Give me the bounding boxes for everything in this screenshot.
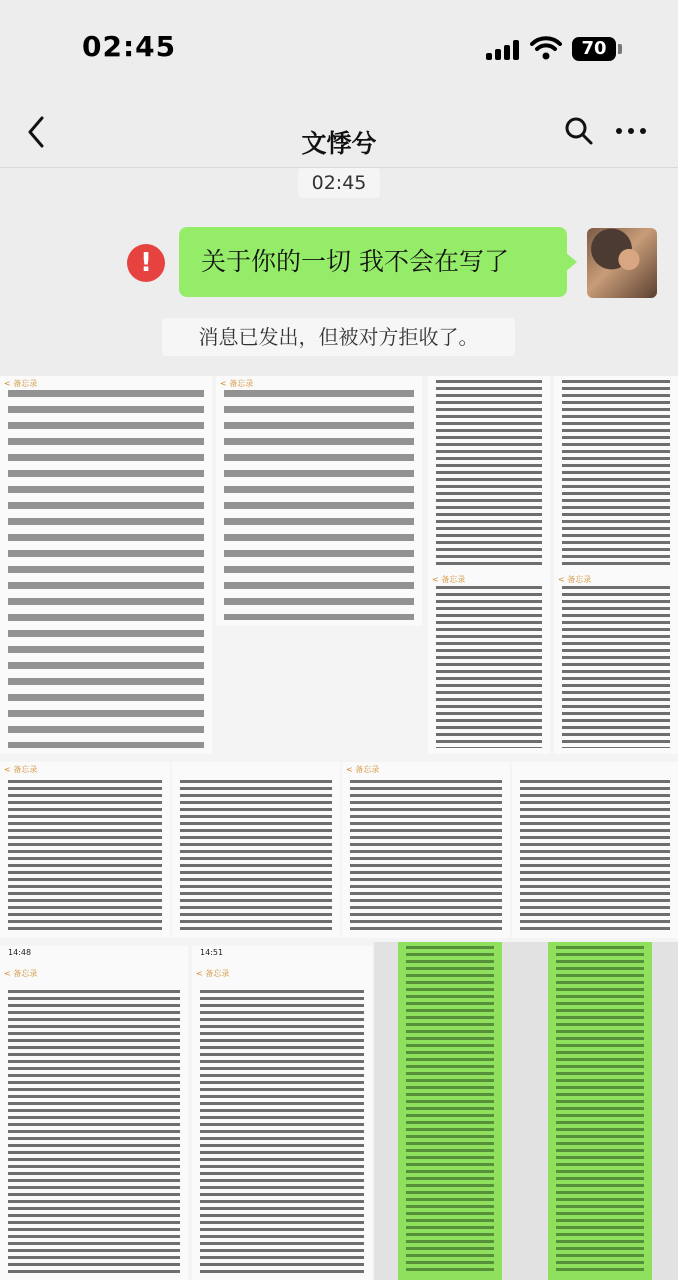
memo-screenshot (554, 572, 678, 754)
status-time: 02:45 (82, 30, 177, 63)
memo-status-time: 14:48 (8, 948, 32, 957)
memo-back-link: < 备忘录 (432, 575, 466, 584)
battery-tip (618, 44, 622, 54)
memo-back-link: < 备忘录 (346, 765, 380, 774)
battery-indicator: 70 (572, 37, 616, 61)
message-timestamp: 02:45 (298, 168, 380, 198)
memo-text-block (8, 780, 162, 932)
memo-text-block (180, 780, 332, 932)
sent-message-bubble[interactable]: 关于你的一切 我不会在写了 (179, 227, 567, 297)
memo-back-link: < 备忘录 (196, 969, 230, 978)
memo-back-link: < 备忘录 (4, 969, 38, 978)
memo-text-block (436, 380, 542, 566)
memo-back-link: < 备忘录 (4, 379, 38, 388)
memo-text-block (350, 780, 502, 932)
rejected-message-notice: 消息已发出，但被对方拒收了。 (162, 318, 515, 356)
bubble-tail (565, 252, 577, 272)
memo-text-block (562, 586, 670, 748)
memo-back-link: < 备忘录 (4, 765, 38, 774)
memo-text-block (406, 946, 494, 1274)
memo-screenshot (216, 376, 422, 626)
memo-screenshot (554, 376, 678, 572)
send-failed-icon[interactable]: ! (127, 244, 165, 282)
cellular-signal-icon (486, 40, 520, 60)
memo-text-block (436, 586, 542, 748)
memo-screenshot (342, 762, 510, 938)
memo-text-block (200, 990, 364, 1274)
memo-text-block (520, 780, 670, 932)
memo-screenshot (0, 376, 212, 754)
memo-text-block (8, 390, 204, 748)
memo-screenshot (428, 376, 550, 572)
more-options-icon[interactable] (614, 116, 648, 146)
chat-title: 文悸兮 (301, 129, 377, 158)
memo-screenshot (172, 762, 340, 938)
green-chat-bubble-strip (548, 942, 652, 1280)
memo-back-link: < 备忘录 (220, 379, 254, 388)
memo-text-block (562, 380, 670, 566)
memo-screenshot (0, 946, 188, 1280)
wifi-icon (530, 36, 562, 60)
status-bar (0, 0, 678, 100)
memo-text-block (8, 990, 180, 1274)
user-avatar[interactable] (587, 228, 657, 298)
memo-text-block (224, 390, 414, 620)
memo-screenshot (512, 762, 678, 938)
memo-text-block (556, 946, 644, 1274)
chat-header (0, 100, 678, 168)
memo-screenshots-collage[interactable] (0, 376, 678, 1280)
green-chat-bubble-strip (398, 942, 502, 1280)
search-icon[interactable] (564, 116, 594, 146)
memo-screenshot (0, 762, 170, 938)
memo-screenshot (192, 946, 372, 1280)
memo-screenshot-highlighted (374, 942, 678, 1280)
memo-status-time: 14:51 (200, 948, 224, 957)
memo-back-link: < 备忘录 (558, 575, 592, 584)
memo-screenshot (428, 572, 550, 754)
